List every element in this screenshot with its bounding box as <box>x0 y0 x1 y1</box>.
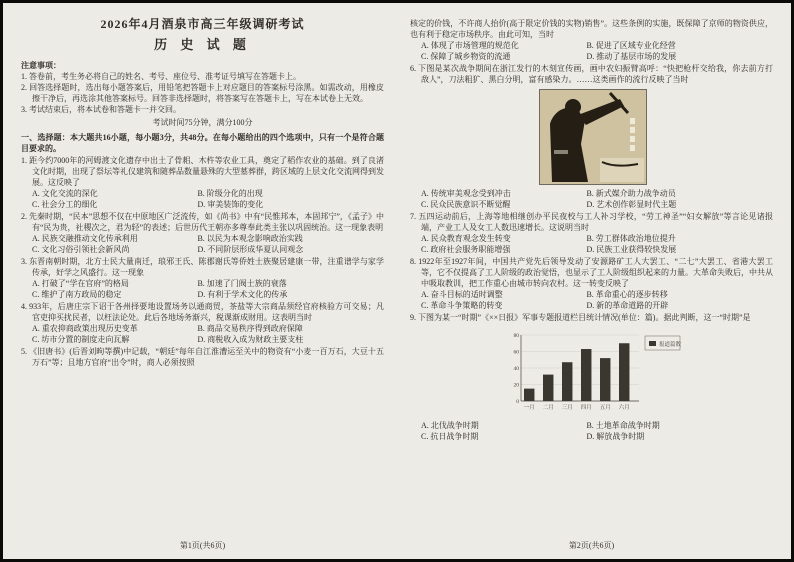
question-2-stem: 2. 先秦时期，“民本”思想不仅在中原地区广泛流传，如《尚书》中有“民惟邦本，本固邦宁”，《孟子》中有“民为贵，社稷次之，君为轻”的表述；后世历代王朝亦多尊奉此类主张以巩固统治。这一现象表明 <box>21 212 384 232</box>
option-d: D. 解放战争时期 <box>586 432 645 441</box>
question-9 <box>410 312 773 442</box>
option-a: A. 传统审美观念受到冲击 <box>421 189 511 198</box>
option-b: B. 革命重心的逐步转移 <box>586 290 668 299</box>
bar-chart-graphic <box>503 327 681 415</box>
option-c: C. 维护了南方政局的稳定 <box>32 290 122 299</box>
option-b: B. 劳工群体政治地位提升 <box>586 234 676 243</box>
option-c: C. 保障了城乡物资的流通 <box>421 52 511 61</box>
option-b: B. 以民为本观念影响政治实践 <box>197 234 303 243</box>
option-c: C. 文化习俗引领社会新风尚 <box>32 245 130 254</box>
svg-text:20: 20 <box>513 382 519 389</box>
svg-text:二月: 二月 <box>542 405 554 411</box>
option-b: B. 新式媒介助力战争动员 <box>586 189 676 198</box>
section-1-heading: 一、选择题：本大题共16小题，每小题3分，共48分。在每小题给出的四个选项中，只有一个是符合题目要求的。 <box>21 133 384 153</box>
svg-text:六月: 六月 <box>618 405 630 411</box>
question-4-options <box>21 323 384 345</box>
svg-text:0: 0 <box>515 399 519 405</box>
question-7 <box>410 211 773 255</box>
notice-heading: 注意事项： <box>21 61 61 70</box>
question-4 <box>21 301 384 345</box>
question-2-options <box>21 233 384 255</box>
option-c: C. 社会分工的细化 <box>32 200 98 209</box>
exam-paper <box>3 3 791 559</box>
option-a: A. 民众教育观念发生转变 <box>421 234 511 243</box>
notice-item-3: 3. 考试结束后，将本试卷和答题卡一并交回。 <box>21 105 181 114</box>
svg-text:报道篇数: 报道篇数 <box>658 342 681 348</box>
question-3 <box>21 256 384 300</box>
option-c: C. 坊市分置的制度走向瓦解 <box>32 335 130 344</box>
woodcut-print-graphic <box>539 89 647 185</box>
question-2 <box>21 211 384 255</box>
question-1 <box>21 155 384 210</box>
question-1-stem: 1. 距今约7000年的河姆渡文化遗存中出土了骨耜、木杵等农业工具，奠定了稻作农业的基础。到了良渚文化时期，出现了祭坛等礼仪建筑和随葬品数量悬殊的大型墓葬群，跨区域的上层文化交流网得到发展。这反映了 <box>21 156 384 187</box>
question-9-options <box>410 420 773 442</box>
option-d: D. 不同阶层形成华夏认同观念 <box>197 245 304 254</box>
option-d: D. 有利于学术文化的传承 <box>197 290 288 299</box>
option-a: A. 奋斗目标的适时调整 <box>421 290 503 299</box>
exam-duration-score: 考试时间75分钟，满分100分 <box>152 118 253 127</box>
question-7-options <box>410 233 773 255</box>
notice-section <box>21 60 384 131</box>
svg-text:一月: 一月 <box>523 405 535 411</box>
option-c: C. 抗日战争时期 <box>421 432 479 441</box>
page-1-column <box>21 17 384 551</box>
notice-item-1: 1. 答卷前，考生务必将自己的姓名、考号、座位号、准考证号填写在答题卡上。 <box>21 72 301 81</box>
notice-item-2: 2. 回答选择题时，选出每小题答案后，用铅笔把答题卡上对应题目的答案标号涂黑。如需改动，用橡皮擦干净后，再选涂其他答案标号。回答非选择题时，将答案写在答题卡上，写在本试卷上无效。 <box>21 83 384 103</box>
question-5-part-2 <box>410 18 773 62</box>
svg-text:80: 80 <box>513 333 519 339</box>
question-4-stem: 4. 933年，后唐庄宗下诏于各州择要地设置场务以通商贸，茶盐等大宗商品须经官府核验方可交易；凡官吏抑买扰民者，以枉法论处。此后各地场务渐兴，税课渐成财用。这表明当时 <box>21 302 384 322</box>
option-a: A. 打破了“学在官府”的格局 <box>32 279 129 288</box>
svg-text:五月: 五月 <box>599 405 611 411</box>
question-5-stem-left: 5. 《旧唐书》(后晋刘昫等撰)中记载，“朝廷”每年自江淮漕运至关中的物资有“小麦一百万石，大豆十五万石”等；且地方官府“出令”时，商人必须按照 <box>21 347 384 367</box>
question-6 <box>410 63 773 210</box>
question-6-options <box>410 188 773 210</box>
svg-text:三月: 三月 <box>561 405 573 411</box>
option-b: B. 土地革命战争时期 <box>586 421 660 430</box>
option-b: B. 加速了门阀士族的衰落 <box>197 279 287 288</box>
option-c: C. 民众民族意识不断觉醒 <box>421 200 511 209</box>
subject-title: 历 史 试 题 <box>154 37 251 52</box>
option-b: B. 促进了区域专业化经营 <box>586 41 676 50</box>
option-a: A. 重农抑商政策出现历史变革 <box>32 324 138 333</box>
option-d: D. 新的革命道路的开辟 <box>586 301 669 310</box>
question-3-options <box>21 278 384 300</box>
option-d: D. 审美装饰的变化 <box>197 200 264 209</box>
option-c: C. 革命斗争策略的转变 <box>421 301 503 310</box>
option-d: D. 艺术创作彰显时代主题 <box>586 200 677 209</box>
svg-text:四月: 四月 <box>580 405 592 411</box>
question-5-part-1 <box>21 346 384 368</box>
question-3-stem: 3. 东晋南朝时期，北方士民大量南迁，琅邪王氏、陈郡谢氏等侨姓士族聚居建康一带，注重谱学与家学传承，好学之风盛行。这一现象 <box>21 257 384 277</box>
question-7-stem: 7. 五四运动前后，上海等地相继创办平民夜校与工人补习学校，“劳工神圣”“妇女解放”等言论见诸报端，产业工人及女工人数迅速增长。这说明当时 <box>410 212 773 232</box>
page-2-footer: 第2页(共6页) <box>568 541 615 550</box>
option-c: C. 政府社会服务职能增强 <box>421 245 511 254</box>
question-8-options <box>410 289 773 311</box>
option-b: B. 商品交易秩序得到政府保障 <box>197 324 303 333</box>
exam-title: 2026年4月酒泉市高三年级调研考试 <box>100 17 305 31</box>
option-d: D. 民族工业获得较快发展 <box>586 245 677 254</box>
question-1-options <box>21 188 384 210</box>
option-b: B. 阶级分化的出现 <box>197 189 263 198</box>
question-9-stem: 9. 下图为某一“时期”《××日报》军事专题报道栏目统计情况(单位：篇)。据此判断，这一“时期”是 <box>410 313 751 322</box>
option-a: A. 民族交融推动文化传承利用 <box>32 234 138 243</box>
svg-text:40: 40 <box>513 366 519 372</box>
report-statistics-chart <box>503 327 681 418</box>
svg-text:60: 60 <box>513 349 519 356</box>
option-a: A. 北伐战争时期 <box>421 421 479 430</box>
option-a: A. 体现了市场管理的规范化 <box>421 41 519 50</box>
page-2-column <box>410 17 773 551</box>
page-1-footer: 第1页(共6页) <box>179 541 226 550</box>
woodcut-propaganda-print-image <box>539 89 645 185</box>
question-5-stem-right: 核定的价钱，不许商人抬价(高于限定价钱的实物)销售”。这些条例的实施，既保障了京师的物资供应，也有利于稳定市场秩序。由此可知，当时 <box>410 19 773 39</box>
question-8-stem: 8. 1922年至1927年间，中国共产党先后领导发动了安源路矿工人大罢工、“二七”大罢工、省港大罢工等，它不仅提高了工人阶级的政治觉悟，也显示了工人阶级组织起来的力量。大革命失败后，中共从中吸取教训，把工作重心由城市转向农村。这一转变反映了 <box>410 257 773 288</box>
question-6-stem: 6. 下图是某次战争期间在浙江发行的木刻宣传画，画中农妇振臂高呼：“快把枪杆交给我，你去前方打敌人”，刀法粗犷、黑白分明，富有感染力。……这类画作的流行反映了当时 <box>410 64 773 84</box>
option-d: D. 商税收入成为财政主要支柱 <box>197 335 304 344</box>
question-8 <box>410 256 773 311</box>
option-d: D. 推动了基层市场的发展 <box>586 52 677 61</box>
question-5-options <box>410 40 773 62</box>
option-a: A. 文化交流的深化 <box>32 189 98 198</box>
